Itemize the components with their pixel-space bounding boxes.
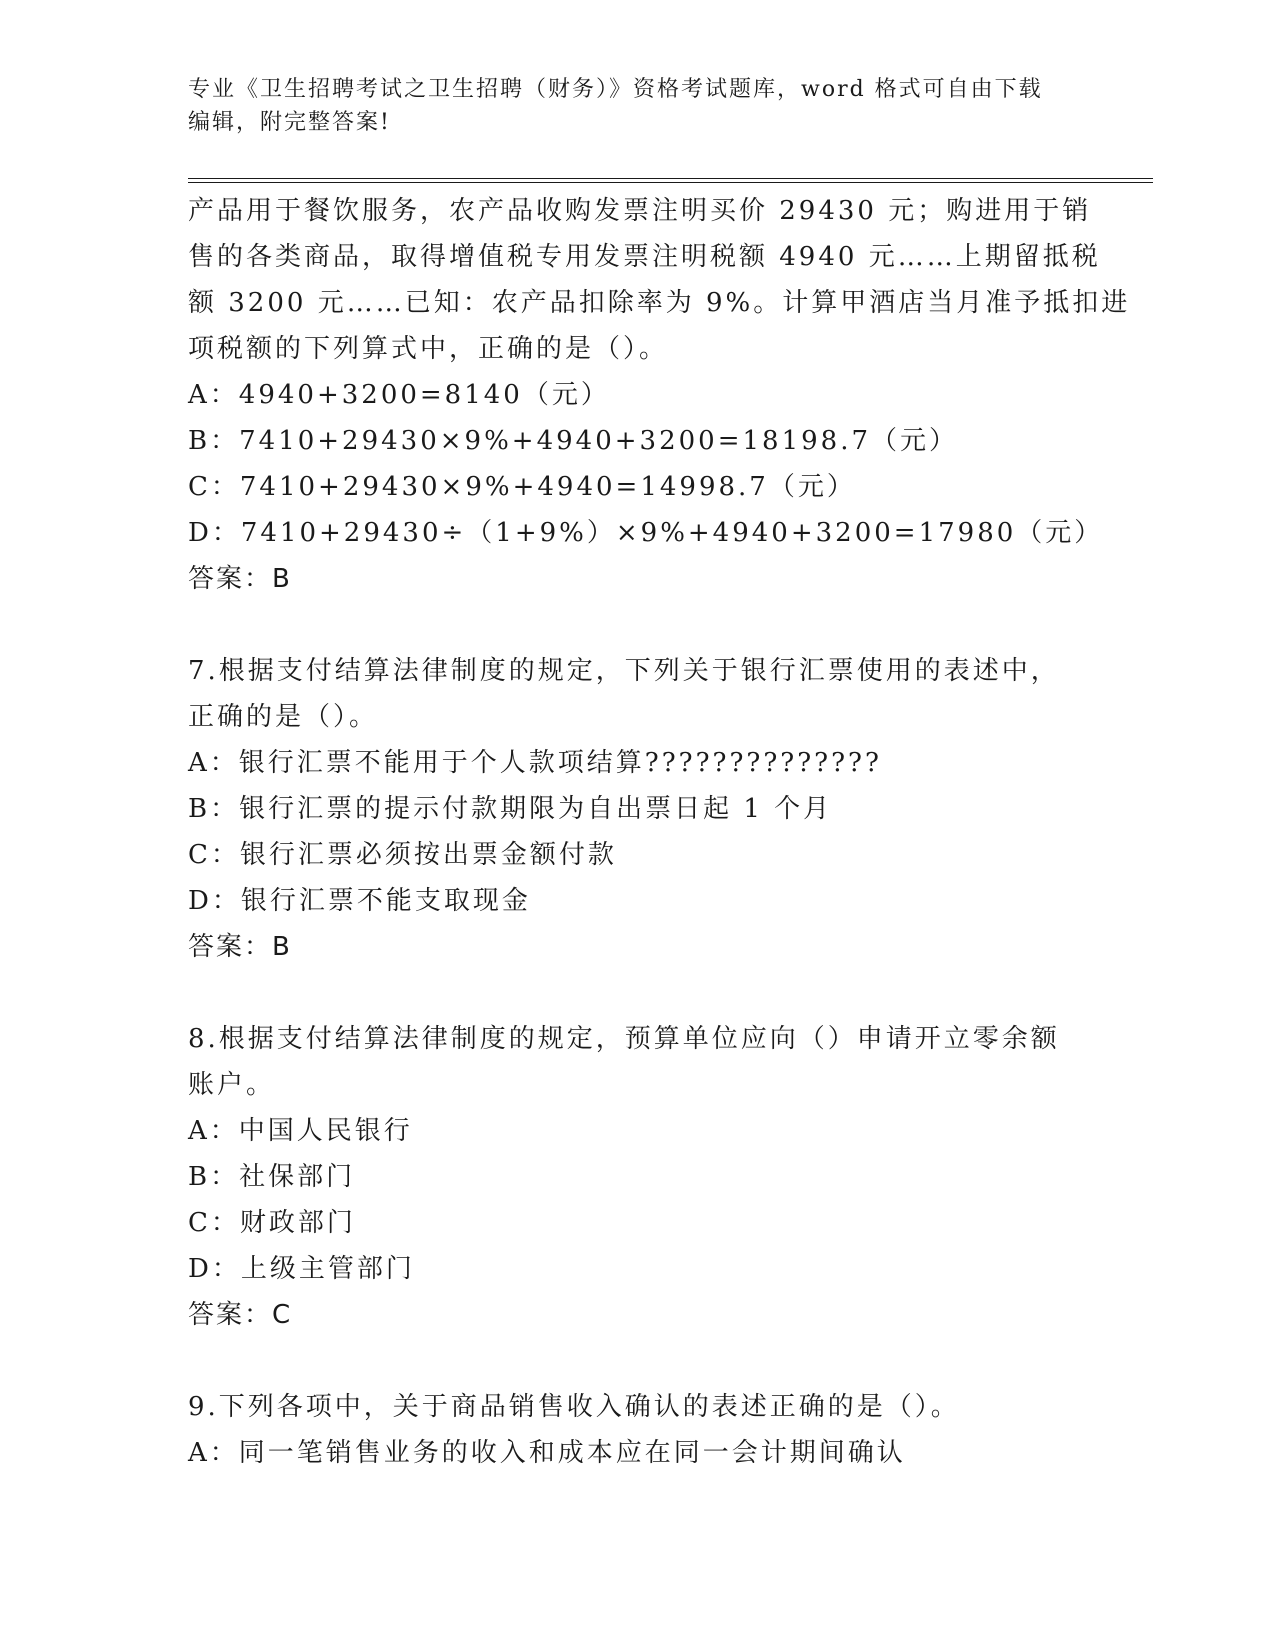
option-b: B：银行汇票的提示付款期限为自出票日起 1 个月: [188, 794, 833, 824]
question-spacer: [188, 1338, 1088, 1384]
question-list: [188, 188, 1131, 1476]
question-stem-line: 7.根据支付结算法律制度的规定，下列关于银行汇票使用的表述中，: [188, 656, 1060, 686]
question-6: [188, 188, 1131, 602]
option-d: D：上级主管部门: [188, 1254, 415, 1284]
question-stem-line: 正确的是（）。: [188, 702, 379, 732]
answer-line: 答案：B: [188, 564, 292, 594]
header-line-1: 专业《卫生招聘考试之卫生招聘（财务）》资格考试题库，word 格式可自由下载: [188, 77, 1043, 102]
answer-line: 答案：B: [188, 932, 292, 962]
option-a: A：银行汇票不能用于个人款项结算??????????????: [188, 748, 882, 778]
option-a: A：4940+3200=8140（元）: [188, 380, 610, 410]
document-header: [188, 73, 1088, 139]
option-c: C：7410+29430×9%+4940=14998.7（元）: [188, 472, 856, 502]
option-b: B：社保部门: [188, 1162, 356, 1192]
option-b: B：7410+29430×9%+4940+3200=18198.7（元）: [188, 426, 959, 456]
question-stem-line: 额 3200 元……已知：农产品扣除率为 9%。计算甲酒店当月准予抵扣进: [188, 288, 1131, 318]
option-d: D：7410+29430÷（1+9%）×9%+4940+3200=17980（元）: [188, 518, 1104, 548]
question-8: [188, 1016, 1088, 1338]
question-stem-line: 9.下列各项中，关于商品销售收入确认的表述正确的是（）。: [188, 1392, 960, 1422]
option-a: A：同一笔销售业务的收入和成本应在同一会计期间确认: [188, 1438, 906, 1468]
question-7: [188, 648, 1088, 970]
question-stem-line: 账户。: [188, 1070, 276, 1100]
question-spacer: [188, 602, 1088, 648]
option-a: A：中国人民银行: [188, 1116, 413, 1146]
question-stem-line: 售的各类商品，取得增值税专用发票注明税额 4940 元……上期留抵税: [188, 242, 1101, 272]
question-9: [188, 1384, 1088, 1476]
header-line-2: 编辑，附完整答案!: [188, 110, 391, 135]
question-stem-line: 产品用于餐饮服务，农产品收购发票注明买价 29430 元；购进用于销: [188, 196, 1092, 226]
question-stem-line: 8.根据支付结算法律制度的规定，预算单位应向（）申请开立零余额: [188, 1024, 1060, 1054]
question-stem-line: 项税额的下列算式中，正确的是（）。: [188, 334, 669, 364]
option-c: C：银行汇票必须按出票金额付款: [188, 840, 617, 870]
header-divider-bottom: [188, 182, 1153, 183]
option-d: D：银行汇票不能支取现金: [188, 886, 531, 916]
option-c: C：财政部门: [188, 1208, 356, 1238]
question-spacer: [188, 970, 1088, 1016]
header-divider-top: [188, 178, 1153, 179]
answer-line: 答案：C: [188, 1300, 293, 1330]
